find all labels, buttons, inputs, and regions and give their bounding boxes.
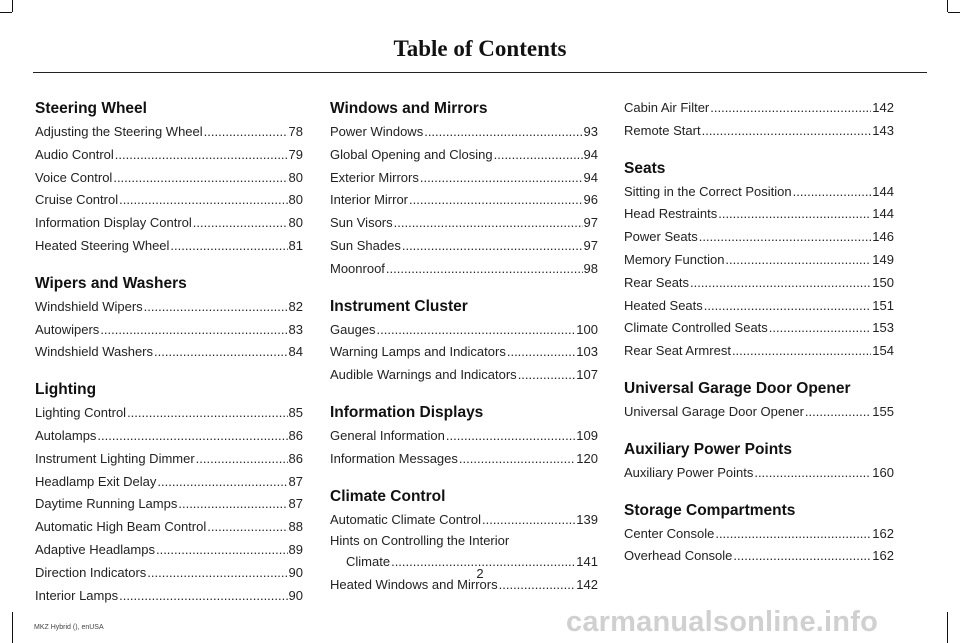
dot-leader xyxy=(113,167,287,190)
entry-label: Voice Control xyxy=(35,169,113,185)
dot-leader xyxy=(424,121,582,144)
entry-page: 82 xyxy=(288,298,303,314)
toc-entry[interactable] xyxy=(624,120,894,143)
entry-label: Lighting Control xyxy=(35,405,127,421)
entry-label: Warning Lamps and Indicators xyxy=(330,344,506,360)
entry-label: Remote Start xyxy=(624,122,701,138)
entry-label: General Information xyxy=(330,427,445,443)
dot-leader xyxy=(97,425,287,448)
entry-label: Overhead Console xyxy=(624,548,733,564)
document-code: MKZ Hybrid (), enUSA xyxy=(34,624,104,631)
section-heading: Climate Control xyxy=(330,487,446,505)
dot-leader xyxy=(710,97,871,120)
dot-leader xyxy=(127,402,287,425)
dot-leader xyxy=(733,545,871,568)
toc-entry[interactable] xyxy=(624,340,894,363)
dot-leader xyxy=(193,212,288,235)
toc-column-2 xyxy=(330,97,598,597)
dot-leader xyxy=(144,296,288,319)
toc-entry[interactable] xyxy=(624,226,894,249)
entry-page: 160 xyxy=(872,464,894,480)
entry-page: 80 xyxy=(288,192,303,208)
entry-label: Auxiliary Power Points xyxy=(624,464,754,480)
dot-leader xyxy=(518,364,576,387)
title-divider xyxy=(33,72,927,73)
entry-label: Headlamp Exit Delay xyxy=(35,473,157,489)
entry-label: Sun Shades xyxy=(330,237,401,253)
entry-page: 87 xyxy=(288,473,303,489)
entry-page: 97 xyxy=(583,237,598,253)
entry-page: 142 xyxy=(576,577,598,593)
entry-label: Windshield Washers xyxy=(35,344,154,360)
dot-leader xyxy=(377,319,576,342)
dot-leader xyxy=(482,509,575,532)
entry-page: 80 xyxy=(288,169,303,185)
dot-leader xyxy=(459,448,575,471)
entry-page: 84 xyxy=(288,344,303,360)
toc-entry[interactable] xyxy=(35,121,303,144)
section-heading: Seats xyxy=(624,159,666,177)
entry-page: 83 xyxy=(288,321,303,337)
entry-page: 98 xyxy=(583,260,598,276)
entry-label: Windshield Wipers xyxy=(35,298,143,314)
entry-label: Power Windows xyxy=(330,124,424,139)
entry-label: Direction Indicators xyxy=(35,564,147,580)
toc-entry[interactable] xyxy=(35,516,303,539)
toc-entry[interactable] xyxy=(624,181,894,204)
toc-entry[interactable] xyxy=(35,212,303,235)
entry-label: Cabin Air Filter xyxy=(624,100,710,115)
entry-label: Gauges xyxy=(330,321,376,337)
toc-entry[interactable] xyxy=(35,471,303,494)
dot-leader xyxy=(100,319,287,342)
entry-page: 87 xyxy=(288,496,303,512)
toc-column-1 xyxy=(35,97,303,607)
entry-page: 107 xyxy=(576,367,598,383)
toc-entry[interactable] xyxy=(330,167,598,190)
entry-label: Head Restraints xyxy=(624,206,718,222)
entry-page: 141 xyxy=(576,554,598,570)
entry-label: Automatic High Beam Control xyxy=(35,519,207,535)
toc-entry[interactable] xyxy=(330,189,598,212)
entry-label: Information Messages xyxy=(330,450,458,466)
toc-entry[interactable] xyxy=(330,144,598,167)
section-heading: Auxiliary Power Points xyxy=(624,440,792,458)
entry-label: Heated Seats xyxy=(624,297,703,313)
toc-entry[interactable] xyxy=(330,509,598,532)
dot-leader xyxy=(690,272,871,295)
watermark: carmanualsonline.info xyxy=(566,606,878,638)
dot-leader xyxy=(409,189,583,212)
toc-column-3 xyxy=(624,97,894,568)
entry-page: 153 xyxy=(872,320,894,336)
toc-entry[interactable] xyxy=(624,545,894,568)
section-heading: Steering Wheel xyxy=(35,100,147,117)
toc-entry[interactable] xyxy=(35,319,303,342)
dot-leader xyxy=(170,235,287,258)
entry-page: 97 xyxy=(583,215,598,231)
page-number: 2 xyxy=(476,566,484,581)
toc-entry[interactable] xyxy=(624,203,894,226)
toc-entry[interactable] xyxy=(35,402,303,425)
entry-label: Climate Controlled Seats xyxy=(624,320,768,336)
entry-page: 144 xyxy=(872,206,894,222)
toc-entry[interactable] xyxy=(35,425,303,448)
dot-leader xyxy=(805,401,871,424)
toc-entry[interactable] xyxy=(624,523,894,546)
dot-leader xyxy=(699,226,872,249)
entry-page: 90 xyxy=(288,587,303,603)
toc-entry[interactable] xyxy=(35,296,303,319)
entry-page: 85 xyxy=(288,405,303,421)
toc-entry[interactable] xyxy=(330,258,598,281)
entry-page: 78 xyxy=(288,124,303,139)
entry-page: 149 xyxy=(872,251,894,267)
entry-label: Interior Mirror xyxy=(330,192,409,208)
entry-page: 88 xyxy=(288,519,303,535)
entry-label: Memory Function xyxy=(624,251,725,267)
entry-label: Rear Seats xyxy=(624,274,690,290)
section-heading: Universal Garage Door Opener xyxy=(624,379,851,397)
toc-entry[interactable] xyxy=(35,585,303,608)
toc-entry[interactable] xyxy=(330,319,598,342)
toc-entry[interactable] xyxy=(35,144,303,167)
entry-label: Sitting in the Correct Position xyxy=(624,183,792,199)
entry-label: Cruise Control xyxy=(35,192,119,208)
entry-page: 143 xyxy=(872,122,894,138)
section-heading: Windows and Mirrors xyxy=(330,100,488,117)
entry-page: 94 xyxy=(583,146,598,162)
entry-label: Interior Lamps xyxy=(35,587,119,603)
dot-leader xyxy=(793,181,872,204)
dot-leader xyxy=(769,317,872,340)
entry-label: Global Opening and Closing xyxy=(330,146,493,162)
entry-label: Adjusting the Steering Wheel xyxy=(35,124,203,139)
page-title: Table of Contents xyxy=(393,36,567,61)
crop-mark xyxy=(947,0,948,12)
section-heading: Lighting xyxy=(35,381,97,399)
toc-entry[interactable] xyxy=(624,317,894,340)
toc-entry[interactable] xyxy=(330,121,598,144)
entry-page: 100 xyxy=(576,321,598,337)
toc-entry[interactable] xyxy=(35,341,303,364)
entry-label: Heated Steering Wheel xyxy=(35,237,170,253)
crop-mark xyxy=(12,612,13,643)
entry-label: Automatic Climate Control xyxy=(330,511,481,527)
section-heading: Information Displays xyxy=(330,403,484,421)
toc-entry[interactable] xyxy=(35,493,303,516)
entry-page: 89 xyxy=(288,541,303,557)
dot-leader xyxy=(386,258,583,281)
entry-label: Center Console xyxy=(624,525,715,541)
entry-page: 154 xyxy=(872,343,894,359)
entry-page: 81 xyxy=(288,237,303,253)
entry-page: 94 xyxy=(583,169,598,185)
dot-leader xyxy=(156,539,288,562)
entry-page: 109 xyxy=(576,427,598,443)
crop-mark xyxy=(12,0,13,12)
dot-leader xyxy=(494,144,583,167)
entry-page: 80 xyxy=(288,215,303,231)
entry-label: Universal Garage Door Opener xyxy=(624,403,804,419)
entry-label: Exterior Mirrors xyxy=(330,169,419,185)
entry-label: Daytime Running Lamps xyxy=(35,496,178,512)
dot-leader xyxy=(394,212,583,235)
entry-label: Moonroof xyxy=(330,260,385,276)
entry-label: Heated Windows and Mirrors xyxy=(330,577,498,593)
entry-page: 151 xyxy=(872,297,894,313)
toc-entry[interactable] xyxy=(330,448,598,471)
toc-entry[interactable] xyxy=(624,295,894,318)
entry-label: Adaptive Headlamps xyxy=(35,541,155,557)
entry-page: 120 xyxy=(576,450,598,466)
dot-leader xyxy=(157,471,287,494)
dot-leader xyxy=(702,120,872,143)
entry-page: 96 xyxy=(583,192,598,208)
entry-page: 150 xyxy=(872,274,894,290)
entry-label: Information Display Control xyxy=(35,215,192,231)
dot-leader xyxy=(402,235,583,258)
toc-entry[interactable] xyxy=(330,364,598,387)
dot-leader xyxy=(115,144,288,167)
section-heading: Storage Compartments xyxy=(624,501,796,519)
entry-page: 139 xyxy=(576,511,598,527)
entry-label: Sun Visors xyxy=(330,215,393,231)
entry-page: 79 xyxy=(288,146,303,162)
entry-page: 162 xyxy=(872,525,894,541)
toc-entry[interactable] xyxy=(35,539,303,562)
toc-entry[interactable] xyxy=(624,249,894,272)
dot-leader xyxy=(754,462,871,485)
crop-mark xyxy=(948,12,960,13)
entry-label: Autolamps xyxy=(35,427,97,443)
entry-page: 144 xyxy=(872,183,894,199)
toc-entry[interactable] xyxy=(624,462,894,485)
section-heading: Instrument Cluster xyxy=(330,297,468,315)
toc-entry[interactable] xyxy=(35,235,303,258)
dot-leader xyxy=(196,448,288,471)
dot-leader xyxy=(178,493,287,516)
entry-page: 93 xyxy=(583,124,598,139)
entry-label: Autowipers xyxy=(35,321,100,337)
dot-leader xyxy=(732,340,871,363)
dot-leader xyxy=(725,249,871,272)
dot-leader xyxy=(704,295,872,318)
dot-leader xyxy=(204,121,288,144)
entry-page: 90 xyxy=(288,564,303,580)
dot-leader xyxy=(154,341,288,364)
toc-entry[interactable] xyxy=(330,425,598,448)
entry-label: Audio Control xyxy=(35,146,114,162)
entry-label: Hints on Controlling the Interior xyxy=(330,533,510,549)
entry-page: 142 xyxy=(872,100,894,115)
crop-mark xyxy=(947,612,948,643)
entry-label: Audible Warnings and Indicators xyxy=(330,367,517,383)
crop-mark xyxy=(0,12,12,13)
toc-entry[interactable] xyxy=(330,212,598,235)
section-heading: Wipers and Washers xyxy=(35,274,187,292)
entry-label: Instrument Lighting Dimmer xyxy=(35,450,195,466)
entry-label: Rear Seat Armrest xyxy=(624,343,731,359)
dot-leader xyxy=(119,585,287,608)
toc-entry[interactable] xyxy=(624,272,894,295)
toc-entry[interactable] xyxy=(624,401,894,424)
entry-page: 146 xyxy=(872,229,894,245)
toc-entry[interactable] xyxy=(330,235,598,258)
dot-leader xyxy=(446,425,575,448)
entry-page: 162 xyxy=(872,548,894,564)
toc-entry[interactable] xyxy=(624,97,894,120)
entry-label: Power Seats xyxy=(624,229,698,245)
dot-leader xyxy=(715,523,871,546)
dot-leader xyxy=(718,203,871,226)
dot-leader xyxy=(507,341,575,364)
dot-leader xyxy=(207,516,287,539)
entry-page: 103 xyxy=(576,344,598,360)
dot-leader xyxy=(420,167,583,190)
entry-page: 86 xyxy=(288,450,303,466)
entry-page: 86 xyxy=(288,427,303,443)
toc-entry[interactable] xyxy=(330,341,598,364)
dot-leader xyxy=(119,189,287,212)
toc-entry[interactable] xyxy=(35,189,303,212)
toc-entry[interactable] xyxy=(35,167,303,190)
toc-entry[interactable] xyxy=(35,448,303,471)
entry-page: 155 xyxy=(872,403,894,419)
entry-label-continued: Climate xyxy=(346,554,391,570)
